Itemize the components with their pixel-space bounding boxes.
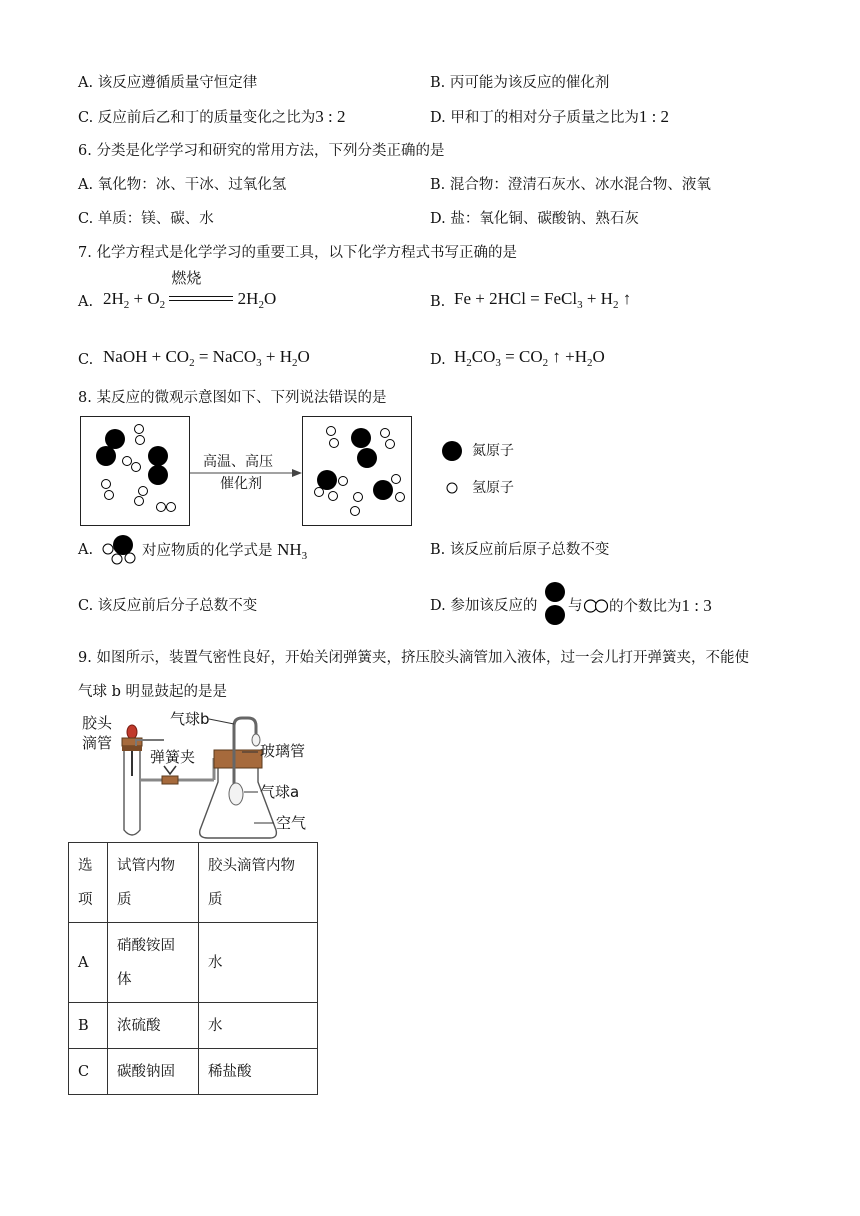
stopper-base [122, 746, 142, 751]
h-atom [354, 493, 363, 502]
q8-option-a-label: A. [78, 542, 94, 558]
q8-stem: 8. 某反应的微观示意图如下、下列说法错误的是 [78, 390, 387, 406]
table-header-cell: 选项 [69, 843, 108, 923]
n-atom [317, 470, 337, 490]
q7-equation-double-line [169, 271, 233, 307]
h-atom [135, 425, 144, 434]
n2-atom [96, 446, 116, 466]
n2-molecule-icon [542, 580, 568, 628]
q5-option-c [78, 107, 346, 128]
n-atom [351, 428, 371, 448]
spring-clip [162, 776, 178, 784]
q6-option-c: C. 单质：镁、碳、水 [78, 211, 214, 227]
legend-n-label: 氮原子 [472, 443, 514, 459]
clip-handle [164, 766, 176, 774]
n2-atom [148, 465, 168, 485]
label-spring-clip: 弹簧夹 [150, 748, 196, 766]
q5-option-c-text: C. 反应前后乙和丁的质量变化之比为 [78, 110, 316, 126]
n-atom [357, 448, 377, 468]
q8-option-d-text1: D. 参加该反应的 [430, 598, 538, 614]
label-glass-tube: 玻璃管 [260, 742, 306, 760]
h-atom [102, 480, 111, 489]
q8-option-a: 对应物质的化学式是 $NH_3$ [142, 540, 308, 562]
label-dropper-1: 胶头 [82, 714, 113, 732]
h-atom [105, 491, 114, 500]
table-cell: A [69, 923, 108, 1003]
h-atom [330, 439, 339, 448]
q5-option-d-text: D. 甲和丁的相对分子质量之比为 [430, 110, 639, 126]
q8-option-a-text: 对应物质的化学式是 [142, 543, 273, 559]
h-atom [136, 436, 145, 445]
label-balloon-b: 气球b [170, 710, 210, 728]
dropper-bulb [127, 725, 137, 739]
table-row [69, 1003, 318, 1049]
q7-option-a-label: A. [78, 294, 94, 310]
products-box [302, 416, 412, 526]
q8-option-d-ratio: 1 : 3 [681, 596, 712, 615]
h-atom [135, 497, 144, 506]
table-cell: 水 [199, 923, 318, 1003]
reactants-box [80, 416, 190, 526]
h-atom [167, 503, 176, 512]
q9-stem-line-1: 9. 如图所示，装置气密性良好，开始关闭弹簧夹，挤压胶头滴管加入液体，过一会儿打开弹簧夹，不能使 [78, 650, 749, 666]
q7-option-b-label: B. [430, 294, 446, 310]
h-atom [123, 457, 132, 466]
q7-option-d-equation: $H_2CO_3 = CO_2$ ↑ $+H_2O$ [454, 347, 605, 369]
q7-stem: 7. 化学方程式是化学学习的重要工具，以下化学方程式书写正确的是 [78, 245, 517, 261]
q5-option-b: B. 丙可能为该反应的催化剂 [430, 75, 610, 91]
n2-atom [148, 446, 168, 466]
label-air: 空气 [276, 814, 307, 832]
q5-option-d [430, 107, 669, 128]
h-atom [329, 492, 338, 501]
table-cell: 浓硫酸 [108, 1003, 199, 1049]
q7-option-d-label: D. [430, 352, 446, 368]
q7-option-a-condition: 燃烧 [171, 271, 202, 288]
balloon-a [229, 783, 243, 805]
q6-stem: 6. 分类是化学学习和研究的常用方法，下列分类正确的是 [78, 143, 445, 159]
q8-option-d-text3: 的个数比为 [609, 599, 682, 615]
apparatus-figure [78, 706, 338, 842]
h-atom [327, 427, 336, 436]
label-dropper-2: 滴管 [82, 734, 113, 752]
table-row [69, 1049, 318, 1095]
nitrogen-atom-icon [442, 441, 462, 461]
balloon-b [252, 734, 260, 746]
product-molecules [303, 417, 411, 525]
q8-condition-2: 催化剂 [220, 476, 262, 492]
label-balloon-a: 气球a [260, 783, 300, 801]
hydrogen-atom-icon [447, 483, 457, 493]
table-cell: 碳酸钠固 [108, 1049, 199, 1095]
h-atom [132, 463, 141, 472]
q6-option-d: D. 盐：氧化铜、碳酸钠、熟石灰 [430, 211, 639, 227]
n-atom [373, 480, 393, 500]
q7-option-b-equation: Fe + 2HCl = FeCl$_3$ + $H_2$ ↑ [454, 289, 632, 311]
h-atom [139, 487, 148, 496]
h-atom [396, 493, 405, 502]
legend-symbols [440, 440, 466, 500]
h-atom [386, 440, 395, 449]
q6-option-b: B. 混合物：澄清石灰水、冰水混合物、液氧 [430, 177, 711, 193]
h-atom [381, 429, 390, 438]
h2-molecule-icon [583, 598, 609, 614]
table-header-row [69, 843, 318, 923]
options-table [68, 842, 318, 1095]
legend-h-label: 氢原子 [472, 480, 514, 496]
q8-option-b: B. 该反应前后原子总数不变 [430, 542, 610, 558]
q7-option-a-equation: $2H_2 + O_2$ 燃烧 $2H_2O$ [103, 271, 277, 311]
q5-option-d-ratio: 1 : 2 [638, 107, 670, 126]
q8-option-d [609, 596, 712, 617]
table-cell: 水 [199, 1003, 318, 1049]
h-atom [351, 507, 360, 516]
h-atom [339, 477, 348, 486]
nh3-molecule-icon [100, 532, 140, 566]
n2-atom [105, 429, 125, 449]
q9-stem-line-2: 气球 b 明显鼓起的是是 [78, 684, 227, 700]
table-row [69, 923, 318, 1003]
q6-option-a: A. 氧化物：冰、干冰、过氧化氢 [78, 177, 287, 193]
table-header-cell: 胶头滴管内物质 [199, 843, 318, 923]
h-atom [315, 488, 324, 497]
flask-stopper [214, 750, 262, 768]
h-atom [392, 475, 401, 484]
q7-option-c-label: C. [78, 352, 94, 368]
table-cell: C [69, 1049, 108, 1095]
table-header-cell: 试管内物质 [108, 843, 199, 923]
q7-option-c-equation: NaOH + $CO_2$ = NaCO$_3$ + $H_2O$ [103, 347, 310, 369]
reactant-molecules [81, 417, 189, 525]
h-atom [157, 503, 166, 512]
table-cell: B [69, 1003, 108, 1049]
q8-condition-1: 高温、高压 [203, 454, 273, 470]
q8-option-d-text2: 与 [568, 598, 583, 614]
q8-option-c: C. 该反应前后分子总数不变 [78, 598, 258, 614]
table-cell: 稀盐酸 [199, 1049, 318, 1095]
q5-option-a: A. 该反应遵循质量守恒定律 [78, 75, 258, 91]
table-cell: 硝酸铵固体 [108, 923, 199, 1003]
q5-option-c-ratio: 3 : 2 [315, 107, 346, 126]
